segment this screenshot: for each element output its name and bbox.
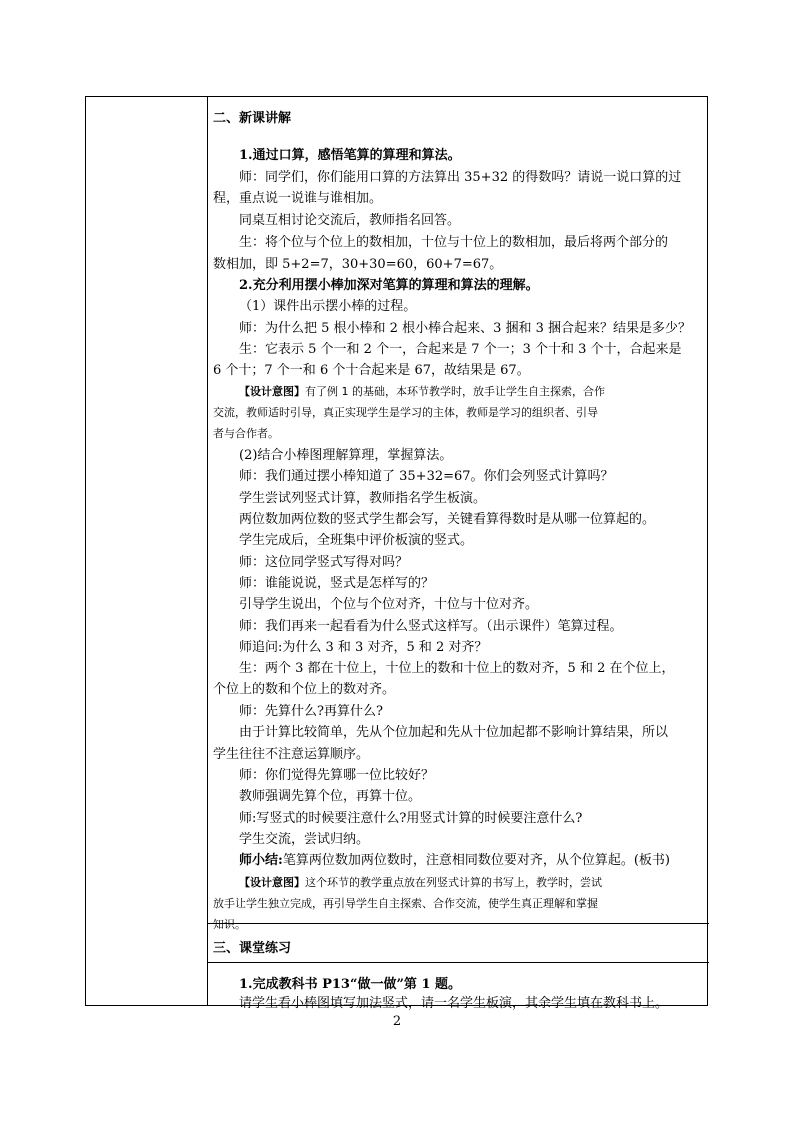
paragraph: 生：将个位与个位上的数相加，十位与十位上的数相加，最后将两个部分的 — [239, 235, 669, 250]
note-label: 【设计意图】 — [239, 876, 305, 889]
design-note: 交流，教师适时引导，真正实现学生是学习的主体，教师是学习的组织者、引导 — [213, 406, 598, 419]
paragraph: (2)结合小棒图理解算理，掌握算法。 — [239, 448, 453, 463]
paragraph: 生：它表示 5 个一和 2 个一，合起来是 7 个一；3 个十和 3 个十，合起来是 — [239, 342, 682, 357]
paragraph: 学生交流，尝试归纳。 — [239, 832, 370, 847]
column-divider — [207, 97, 208, 1005]
paragraph: 师：我们再来一起看看为什么竖式这样写。（出示课件）笔算过程。 — [239, 619, 623, 634]
paragraph: 同桌互相讨论交流后，教师指名回答。 — [239, 213, 461, 228]
paragraph: 学生尝试列竖式计算，教师指名学生板演。 — [239, 491, 487, 506]
design-note: 者与合作者。 — [213, 427, 279, 440]
paragraph: 学生往往不注意运算顺序。 — [213, 747, 370, 762]
paragraph: 师:写竖式的时候要注意什么?用竖式计算的时候要注意什么? — [239, 811, 583, 826]
paragraph: 由于计算比较简单，先从个位加起和先从十位加起都不影响计算结果，所以 — [239, 725, 669, 740]
paragraph: 学生完成后，全班集中评价板演的竖式。 — [239, 533, 474, 548]
design-note: 【设计意图】这个环节的教学重点放在列竖式计算的书写上，教学时，尝试 — [239, 876, 602, 889]
paragraph: 师：同学们，你们能用口算的方法算出 35+32 的得数吗？请说一说口算的过 — [239, 170, 682, 185]
note-label: 【设计意图】 — [239, 385, 305, 398]
paragraph: 6 个十；7 个一和 6 个十合起来是 67，故结果是 67。 — [213, 363, 530, 378]
subheading: 1.通过口算，感悟笔算的算理和算法。 — [239, 148, 461, 163]
design-note: 知识。 — [213, 918, 246, 931]
paragraph: 生：两个 3 都在十位上，十位上的数和十位上的数对齐，5 和 2 在个位上， — [239, 661, 675, 676]
paragraph: 两位数加两位数的竖式学生都会写，关键看算得数时是从哪一位算起的。 — [239, 512, 656, 527]
summary-paragraph: 师小结:笔算两位数加两位数时，注意相同数位要对齐，从个位算起。(板书) — [239, 853, 670, 868]
paragraph: 师：这位同学竖式写得对吗？ — [239, 555, 409, 570]
section-divider — [208, 962, 709, 963]
paragraph: 师追问:为什么 3 和 3 对齐，5 和 2 对齐？ — [239, 640, 488, 655]
design-note: 放手让学生独立完成，再引导学生自主探索、合作交流，使学生真正理解和掌握 — [213, 897, 598, 910]
paragraph: 请学生看小棒图填写加法竖式，请一名学生板演，其余学生填在教科书上。 — [239, 996, 669, 1011]
subheading: 1.完成教科书 P13“做一做”第 1 题。 — [239, 977, 462, 992]
paragraph: 师：谁能说说，竖式是怎样写的？ — [239, 576, 435, 591]
paragraph: 师：你们觉得先算哪一位比较好？ — [239, 768, 435, 783]
paragraph: （1）课件出示摆小棒的过程。 — [239, 299, 417, 314]
section-heading: 二、新课讲解 — [213, 111, 292, 126]
paragraph: 引导学生说出，个位与个位对齐，十位与十位对齐。 — [239, 597, 539, 612]
subheading: 2.充分利用摆小棒加深对笔算的算理和算法的理解。 — [239, 278, 539, 293]
paragraph: 数相加，即 5+2=7，30+30=60，60+7=67。 — [213, 257, 503, 272]
paragraph: 师：先算什么?再算什么? — [239, 704, 383, 719]
paragraph: 个位上的数和个位上的数对齐。 — [213, 682, 396, 697]
paragraph: 师：为什么把 5 根小棒和 2 根小棒合起来、3 捆和 3 捆合起来？结果是多少？ — [239, 321, 692, 336]
paragraph: 教师强调先算个位，再算十位。 — [239, 789, 422, 804]
paragraph: 师：我们通过摆小棒知道了 35+32=67。你们会列竖式计算吗？ — [239, 469, 614, 484]
design-note: 【设计意图】有了例 1 的基础，本环节教学时，放手让学生自主探索，合作 — [239, 385, 605, 398]
page-number: 2 — [392, 1014, 402, 1029]
section-heading: 三、课堂练习 — [213, 941, 292, 956]
summary-label: 师小结: — [239, 853, 283, 868]
lesson-table — [85, 96, 708, 1011]
paragraph: 程，重点说一说谁与谁相加。 — [213, 191, 383, 206]
